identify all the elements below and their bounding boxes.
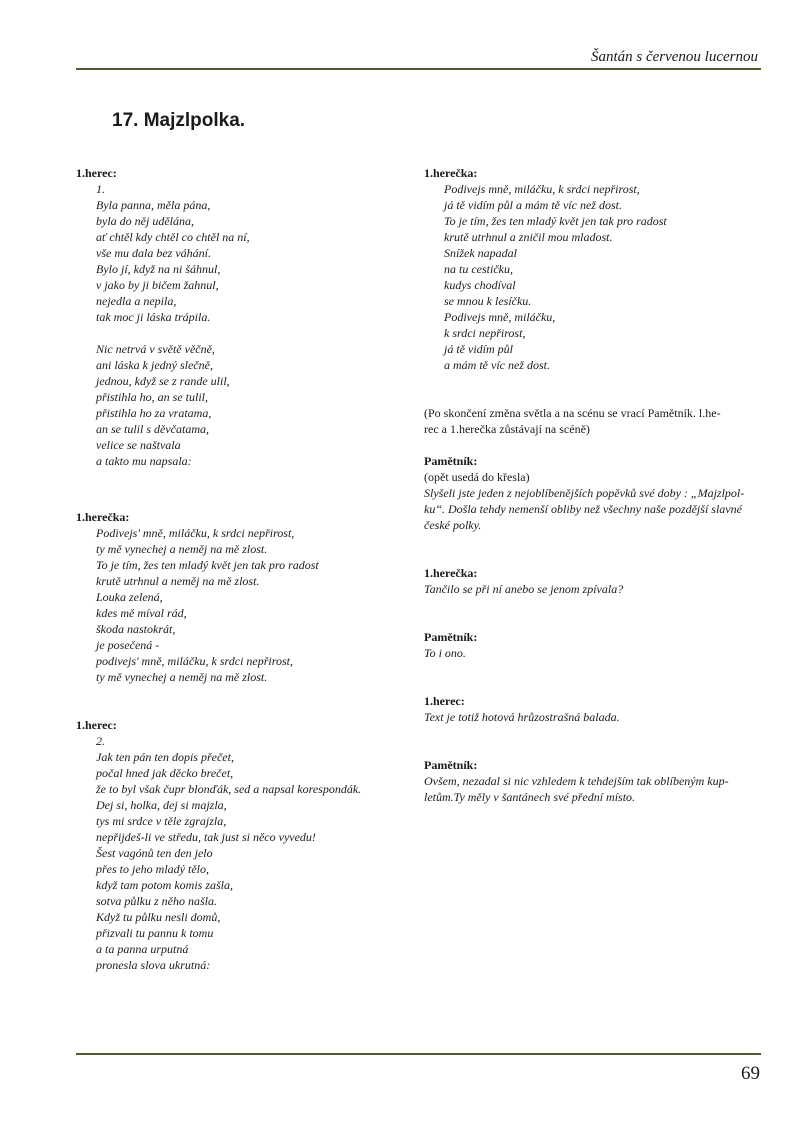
dialogue-pametnik-3 — [424, 757, 764, 805]
verse-line: se mnou k lesíčku. — [444, 294, 532, 308]
verse-line: kdes mě míval rád, — [96, 606, 187, 620]
speaker-label: Pamětník: — [424, 630, 478, 644]
verse-line: nepřijdeš-li ve středu, tak just si něco vyvedu! — [96, 830, 316, 844]
verse-line: když tam potom komis zašla, — [96, 878, 233, 892]
verse-line: 1. — [96, 182, 105, 196]
verse-line: Podivejs mně, miláčku, k srdci nepřirost, — [444, 182, 640, 196]
verse-line: vše mu dala bez váhání. — [96, 246, 211, 260]
verse-line: an se tulil s děvčatama, — [96, 422, 209, 436]
speaker-label: Pamětník: — [424, 454, 478, 468]
verse-line: je posečená - — [96, 638, 160, 652]
dialogue-herec-1 — [76, 165, 416, 469]
left-column — [76, 165, 416, 973]
verse-line: počal hned jak děcko brečet, — [96, 766, 234, 780]
verse-line: že to byl však čupr blonďák, sed a napsal korespondák. — [96, 782, 362, 796]
speech-text — [424, 773, 764, 805]
speech-text: To i ono. — [424, 646, 466, 660]
dialogue-pametnik-2 — [424, 629, 764, 661]
speech-text: Tančilo se při ní anebo se jenom zpívala? — [424, 582, 624, 596]
verse-line: přizvali tu pannu k tomu — [96, 926, 214, 940]
verse-line: Podivejs mně, miláčku, — [444, 310, 556, 324]
verse-line: ať chtěl kdy chtěl co chtěl na ní, — [96, 230, 250, 244]
verse-line: já tě vidím půl a mám tě víc než dost. — [444, 198, 622, 212]
verse-line: tys mi srdce v těle zgrajzla, — [96, 814, 227, 828]
verse — [424, 181, 764, 373]
verse-line: podivejs' mně, miláčku, k srdci nepřirost, — [96, 654, 293, 668]
stage-direction — [424, 405, 764, 437]
verse-line: krutě utrhnul a neměj na mě zlost. — [96, 574, 260, 588]
verse — [76, 733, 416, 973]
verse-line: krutě utrhnul a zničil mou mladost. — [444, 230, 613, 244]
right-column — [424, 165, 764, 805]
verse-line: To je tím, žes ten mladý květ jen tak pro radost — [96, 558, 319, 572]
verse-line: a ta panna urputná — [96, 942, 189, 956]
verse — [76, 525, 416, 685]
stage-direction-inline: (opět usedá do křesla) — [424, 470, 530, 484]
speech-line: ku“. Došla tehdy nemenší obliby než všechny naše pozdější slavné — [424, 502, 742, 516]
verse-line: tak moc ji láska trápila. — [96, 310, 211, 324]
speech-text — [424, 485, 764, 533]
verse-line: přistihla ho za vratama, — [96, 406, 212, 420]
page-number: 69 — [741, 1063, 760, 1084]
stage-direction-line: rec a 1.herečka zůstávají na scéně) — [424, 422, 590, 436]
dialogue-herecka-1 — [76, 509, 416, 685]
speaker-label: 1.herec: — [76, 718, 117, 732]
running-title: Šantán s červenou lucernou — [590, 49, 758, 65]
dialogue-herecka-3 — [424, 565, 764, 597]
verse-line: přistihla ho, an se tulil, — [96, 390, 209, 404]
speaker-label: 1.herečka: — [424, 166, 478, 180]
footer-rule — [76, 1053, 761, 1055]
verse-line: nejedla a nepila, — [96, 294, 177, 308]
speech-line: letům.Ty měly v šantánech své přední místo. — [424, 790, 636, 804]
speech-text: Text je totiž hotová hrůzostrašná balada. — [424, 710, 620, 724]
verse-line: velice se naštvala — [96, 438, 181, 452]
speaker-label: 1.herec: — [76, 166, 117, 180]
verse-line: Byla panna, měla pána, — [96, 198, 211, 212]
speech-line: Ovšem, nezadal si nic vzhledem k tehdejším tak oblíbeným kup- — [424, 774, 729, 788]
verse-line: 2. — [96, 734, 105, 748]
verse-line: Nic netrvá v světě věčně, — [96, 342, 215, 356]
verse-line: v jako by ji bičem žahnul, — [96, 278, 219, 292]
verse-line: ani láska k jedný slečně, — [96, 358, 213, 372]
verse-line: Dej si, holka, dej si majzla, — [96, 798, 227, 812]
verse-line: k srdci nepřirost, — [444, 326, 526, 340]
verse-line: Jak ten pán ten dopis přečet, — [96, 750, 234, 764]
dialogue-herecka-2 — [424, 165, 764, 373]
verse-line: Podivejs' mně, miláčku, k srdci nepřirost, — [96, 526, 295, 540]
verse-line: byla do něj udělána, — [96, 214, 194, 228]
speaker-label: 1.herečka: — [76, 510, 130, 524]
verse-line: pronesla slova ukrutná: — [96, 958, 211, 972]
verse-line: To je tím, žes ten mladý květ jen tak pro radost — [444, 214, 667, 228]
speaker-label: Pamětník: — [424, 758, 478, 772]
dialogue-pametnik-1 — [424, 453, 764, 533]
speech-line: české polky. — [424, 518, 482, 532]
verse-line: a mám tě víc než dost. — [444, 358, 550, 372]
verse-line: sotva půlku z něho našla. — [96, 894, 217, 908]
dialogue-herec-2 — [76, 717, 416, 973]
verse-line: jednou, když se z rande ulil, — [96, 374, 230, 388]
verse-line: Snížek napadal — [444, 246, 517, 260]
speech-line: Slyšeli jste jeden z nejoblíbenějších popěvků své doby : „Majzlpol- — [424, 486, 745, 500]
verse-line: Louka zelená, — [96, 590, 163, 604]
verse-line: kudys chodíval — [444, 278, 516, 292]
verse — [76, 181, 416, 469]
verse-line: přes to jeho mladý tělo, — [96, 862, 209, 876]
verse-line: Šest vagónů ten den jelo — [96, 846, 213, 860]
verse-line: ty mě vynechej a neměj na mě zlost. — [96, 542, 268, 556]
verse-line: já tě vidím půl — [444, 342, 513, 356]
stage-direction-line: (Po skončení změna světla a na scénu se vrací Pamětník. l.he- — [424, 406, 721, 420]
verse-line: Bylo jí, když na ni šáhnul, — [96, 262, 221, 276]
verse-line: ty mě vynechej a neměj na mě zlost. — [96, 670, 268, 684]
verse-line: a takto mu napsala: — [96, 454, 192, 468]
speaker-label: 1.herečka: — [424, 566, 478, 580]
verse-line: škoda nastokrát, — [96, 622, 176, 636]
verse-line: Když tu půlku nesli domů, — [96, 910, 221, 924]
speaker-label: 1.herec: — [424, 694, 465, 708]
verse-line: na tu cestičku, — [444, 262, 513, 276]
header-rule — [76, 68, 761, 70]
chapter-title: 17. Majzlpolka. — [112, 110, 246, 131]
dialogue-herec-3 — [424, 693, 764, 725]
